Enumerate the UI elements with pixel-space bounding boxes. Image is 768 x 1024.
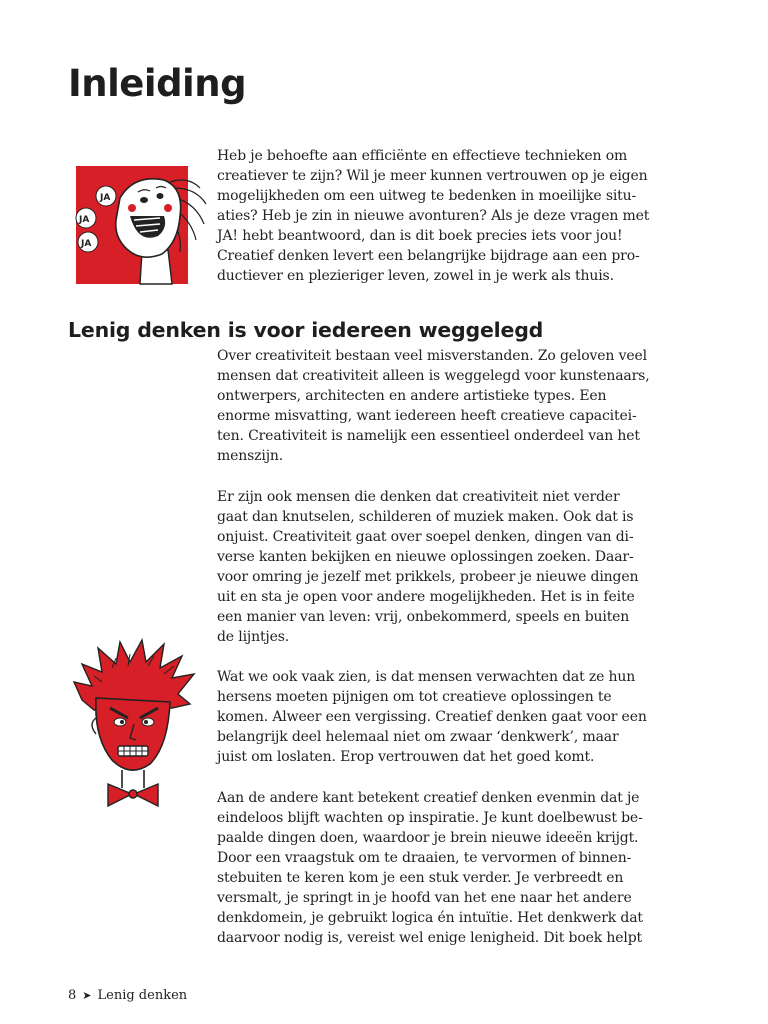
page-number: 8 [68, 988, 77, 1003]
body-line: een manier van leven: vrij, onbekommerd, speels en buiten [217, 609, 630, 625]
intro-line: Creatief denken levert een belangrijke bijdrage aan een pro- [217, 248, 640, 264]
arrow-icon: ➤ [82, 989, 92, 1002]
body-line: hersens moeten pijnigen om tot creatieve oplossingen te [217, 689, 612, 705]
ja-face-illustration [72, 164, 212, 286]
intro-line: mogelijkheden om een uitweg te bedenken in moeilijke situ- [217, 188, 637, 204]
body-line: menszijn. [217, 448, 284, 464]
body-line: onjuist. Creativiteit gaat over soepel denken, dingen van di- [217, 529, 634, 545]
ja-face-drawing [72, 164, 212, 286]
page-title: Inleiding [68, 62, 247, 105]
body-line: eindeloos blijft wachten op inspiratie. Je kunt doelbewust be- [217, 810, 643, 826]
body-line: uit en sta je open voor andere mogelijkheden. Het is in feite [217, 589, 635, 605]
body-line: Over creativiteit bestaan veel misverstanden. Zo geloven veel [217, 348, 647, 364]
running-title: Lenig denken [97, 988, 188, 1003]
body-line: versmalt, je springt in je hoofd van het ene naar het andere [217, 890, 632, 906]
page-footer [68, 988, 187, 1003]
body-line: daarvoor nodig is, vereist wel enige lenigheid. Dit boek helpt [217, 930, 643, 946]
intro-line: creatiever te zijn? Wil je meer kunnen vertrouwen op je eigen [217, 168, 648, 184]
body-line: komen. Alweer een vergissing. Creatief denken gaat voor een [217, 709, 647, 725]
body-line: Door een vraagstuk om te draaien, te vervormen of binnen- [217, 850, 632, 866]
section-heading: Lenig denken is voor iedereen weggelegd [68, 318, 544, 342]
intro-line: JA! hebt beantwoord, dan is dit boek precies iets voor jou! [217, 228, 623, 244]
intro-line: ductiever en plezieriger leven, zowel in je werk als thuis. [217, 268, 614, 284]
intro-line: Heb je behoefte aan efficiënte en effectieve technieken om [217, 148, 628, 164]
ja-bubble-2: JA [79, 215, 90, 225]
body-line: enorme misvatting, want iedereen heeft creatieve capacitei- [217, 408, 637, 424]
body-line: Er zijn ook mensen die denken dat creativiteit niet verder [217, 489, 620, 505]
body-line: juist om loslaten. Erop vertrouwen dat het goed komt. [217, 749, 595, 765]
body-line: ten. Creativiteit is namelijk een essentieel onderdeel van het [217, 428, 640, 444]
body-line: Aan de andere kant betekent creatief denken evenmin dat je [217, 790, 640, 806]
body-line: gaat dan knutselen, schilderen of muziek maken. Ook dat is [217, 509, 634, 525]
ja-bubble-3: JA [81, 239, 92, 249]
body-line: mensen dat creativiteit alleen is weggelegd voor kunstenaars, [217, 368, 650, 384]
body-line: voor omring je jezelf met prikkels, probeer je nieuwe dingen [217, 569, 639, 585]
angry-spiky-head-illustration [72, 638, 196, 810]
intro-line: aties? Heb je zin in nieuwe avonturen? Als je deze vragen met [217, 208, 650, 224]
body-line: belangrijk deel helemaal niet om zwaar ‘denkwerk’, maar [217, 729, 619, 745]
body-line: verse kanten bekijken en nieuwe oplossingen zoeken. Daar- [217, 549, 634, 565]
body-line: Wat we ook vaak zien, is dat mensen verwachten dat ze hun [217, 669, 636, 685]
angry-head-drawing [72, 638, 196, 810]
body-line: stebuiten te keren kom je een stuk verder. Je verbreedt en [217, 870, 624, 886]
body-line: ontwerpers, architecten en andere artistieke types. Een [217, 388, 607, 404]
ja-bubble-1: JA [100, 193, 111, 203]
body-line: paalde dingen doen, waardoor je brein nieuwe ideeën krijgt. [217, 830, 639, 846]
body-line: denkdomein, je gebruikt logica én intuïtie. Het denkwerk dat [217, 910, 643, 926]
body-line: de lijntjes. [217, 629, 290, 645]
